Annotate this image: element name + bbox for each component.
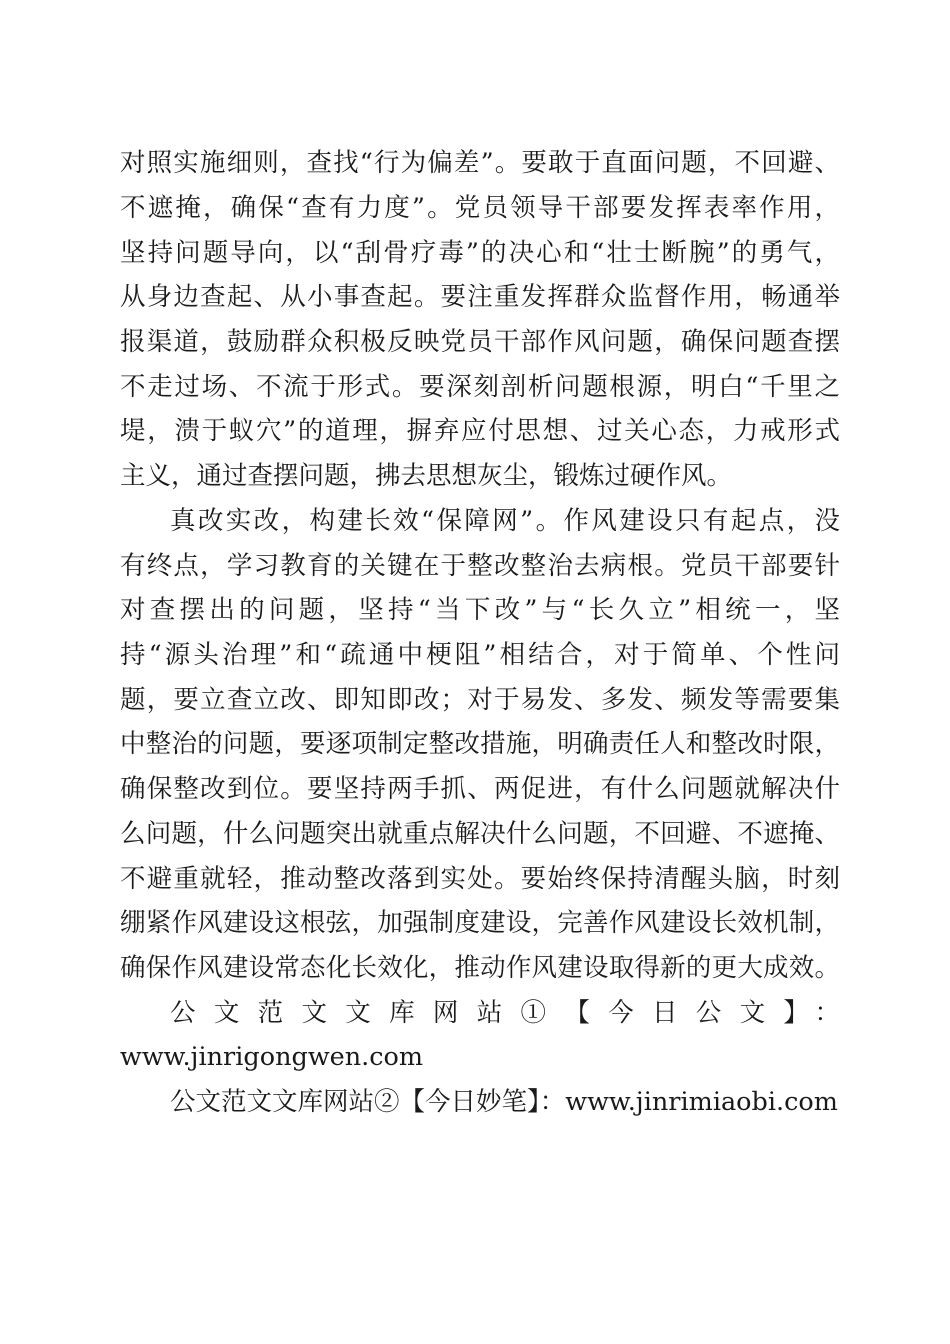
paragraph-1-line-7: 堤，溃于蚁穴”的道理，摒弃应付思想、过关心态，力戒形式 xyxy=(120,416,840,446)
paragraph-2-line-11: 确保作风建设常态化长效化，推动作风建设取得新的更大成效。 xyxy=(120,953,840,983)
paragraph-1-line-3: 坚持问题导向，以“刮骨疗毒”的决心和“壮士断腕”的勇气， xyxy=(120,238,840,268)
paragraph-2-line-8: 么问题，什么问题突出就重点解决什么问题，不回避、不遮掩、 xyxy=(120,819,840,849)
paragraph-1-line-4: 从身边查起、从小事查起。要注重发挥群众监督作用，畅通举 xyxy=(120,282,840,312)
paragraph-1-line-1: 对照实施细则，查找“行为偏差”。要敢于直面问题，不回避、 xyxy=(120,148,840,178)
footer-site-1-label: 公文范文文库网站①【今日公文】： xyxy=(170,998,840,1028)
footer-site-2-line[interactable]: 公文范文文库网站②【今日妙笔】：www.jinrimiaobi.com xyxy=(170,1087,838,1117)
paragraph-1-line-2: 不遮掩，确保“查有力度”。党员领导干部要发挥表率作用， xyxy=(120,193,840,223)
footer-site-1-url[interactable]: www.jinrigongwen.com xyxy=(120,1042,424,1072)
paragraph-1-line-8: 主义，通过查摆问题，拂去思想灰尘，锻炼过硬作风。 xyxy=(120,461,733,491)
paragraph-2-line-5: 题，要立查立改、即知即改；对于易发、多发、频发等需要集 xyxy=(120,685,840,715)
paragraph-2-line-6: 中整治的问题，要逐项制定整改措施，明确责任人和整改时限， xyxy=(120,729,840,759)
paragraph-1-line-6: 不走过场、不流于形式。要深刻剖析问题根源，明白“千里之 xyxy=(120,372,840,402)
paragraph-2-line-3: 对查摆出的问题，坚持“当下改”与“长久立”相统一，坚 xyxy=(120,595,840,625)
paragraph-2-line-7: 确保整改到位。要坚持两手抓、两促进，有什么问题就解决什 xyxy=(120,774,840,804)
paragraph-2-line-2: 有终点，学习教育的关键在于整改整治去病根。党员干部要针 xyxy=(120,551,840,581)
paragraph-1-line-5: 报渠道，鼓励群众积极反映党员干部作风问题，确保问题查摆 xyxy=(120,327,840,357)
paragraph-2-line-9: 不避重就轻，推动整改落到实处。要始终保持清醒头脑，时刻 xyxy=(120,864,840,894)
paragraph-2-line-4: 持“源头治理”和“疏通中梗阻”相结合，对于简单、个性问 xyxy=(120,640,840,670)
paragraph-2-line-1: 真改实改，构建长效“保障网”。作风建设只有起点，没 xyxy=(170,506,840,536)
paragraph-2-line-10: 绷紧作风建设这根弦，加强制度建设，完善作风建设长效机制， xyxy=(120,908,840,938)
